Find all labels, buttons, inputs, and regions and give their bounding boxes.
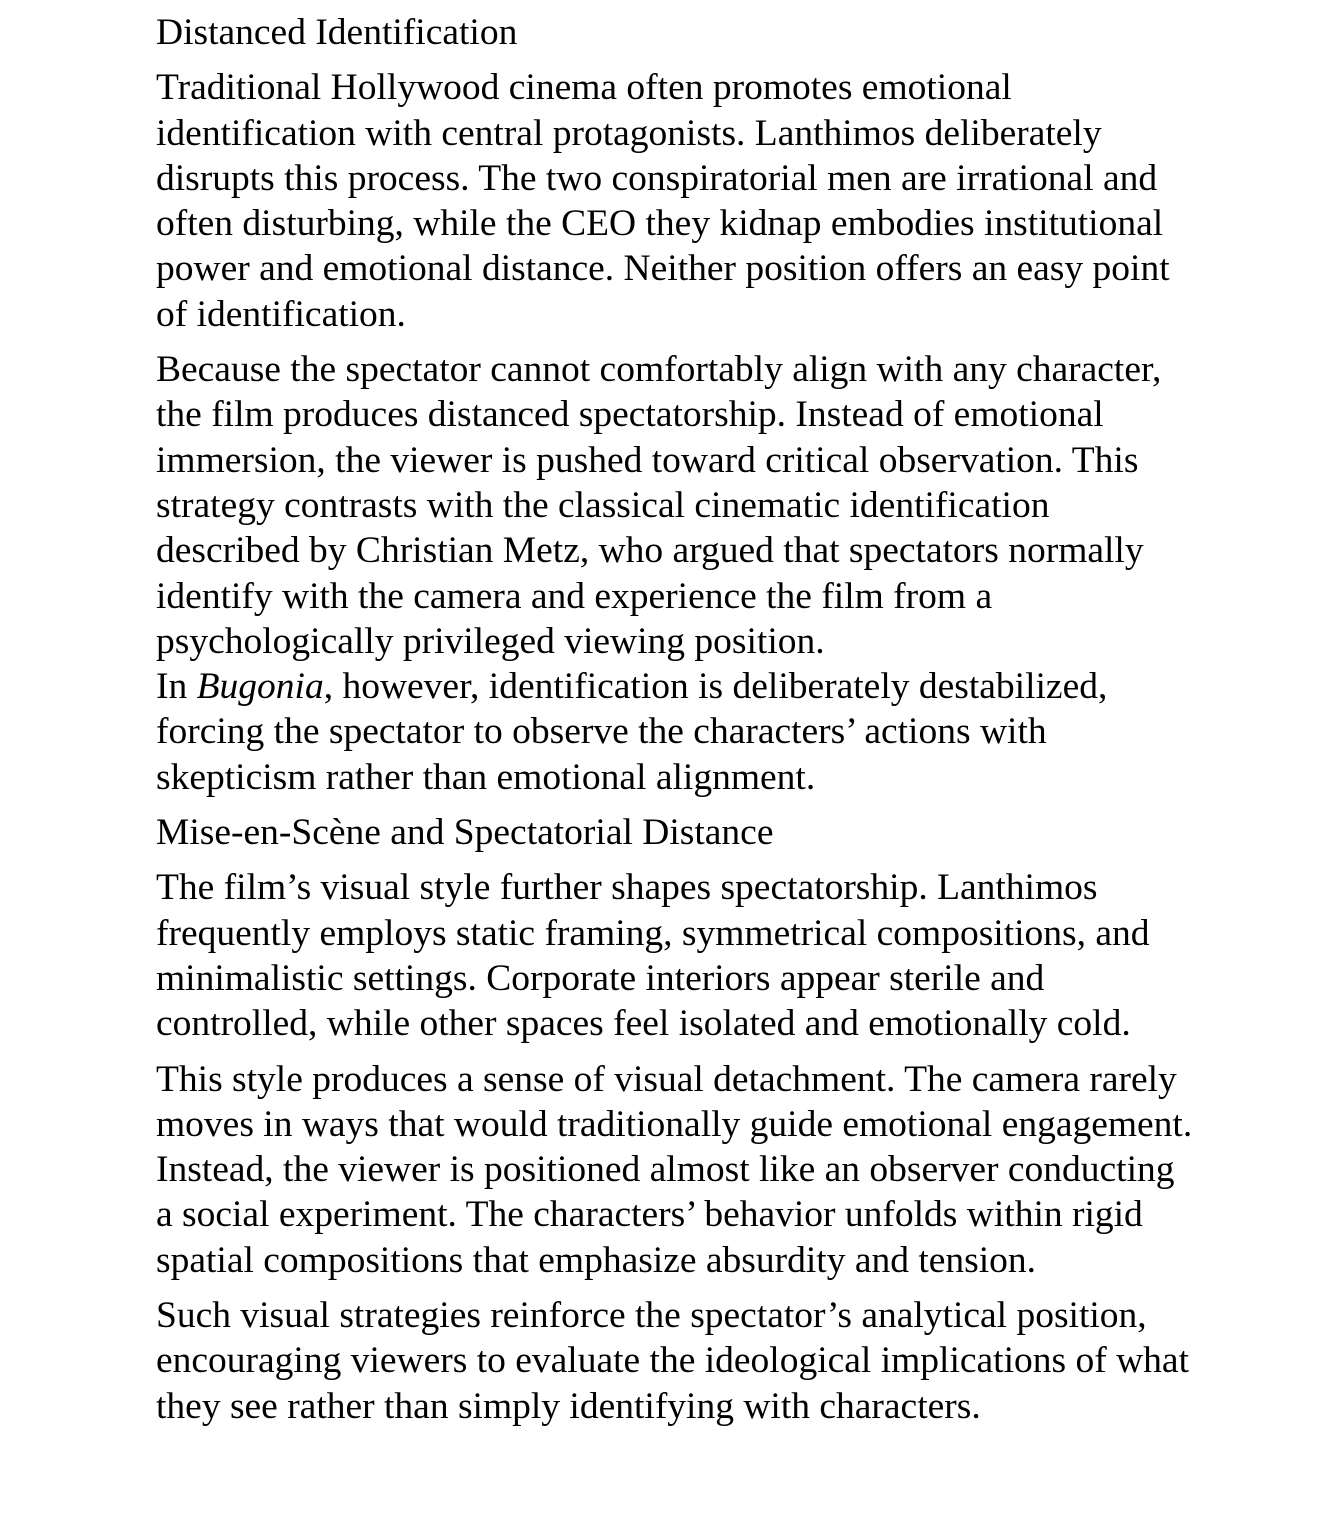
document-body xyxy=(156,10,1196,1429)
section-heading-mise-en-scene: Mise-en-Scène and Spectatorial Distance xyxy=(156,812,774,854)
paragraph: Because the spectator cannot comfortably align with any character, the film produces distanced spectatorship. Instead of emotional immersion, the viewer is pushed toward critical observation. This strategy contrasts with the classical cinematic identification described by Christian Metz, who argued that spectators normally identify with the camera and experience the film from a psychologically privileged viewing position. xyxy=(156,349,1162,662)
paragraph: Traditional Hollywood cinema often promotes emotional identification with central protagonists. Lanthimos deliberately disrupts this process. The two conspiratorial men are irrational and often disturbing, while the CEO they kidnap embodies institutional power and emotional distance. Neither position offers an easy point of identification. xyxy=(156,67,1170,335)
paragraph: The film’s visual style further shapes spectatorship. Lanthimos frequently employs static framing, symmetrical compositions, and minimalistic settings. Corporate interiors appear sterile and controlled, while other spaces feel isolated and emotionally cold. xyxy=(156,867,1150,1045)
paragraph: Such visual strategies reinforce the spectator’s analytical position, encouraging viewers to evaluate the ideological implications of what they see rather than simply identifying with characters. xyxy=(156,1295,1189,1427)
paragraph-suffix: , however, identification is deliberately destabilized, forcing the spectator to observe the characters’ actions with skepticism rather than emotional alignment. xyxy=(156,666,1108,798)
section-heading-distanced-identification: Distanced Identification xyxy=(156,12,518,53)
paragraph-prefix: In xyxy=(156,666,197,708)
paragraph-continuation xyxy=(156,664,1196,800)
film-title: Bugonia xyxy=(196,666,324,708)
paragraph: This style produces a sense of visual detachment. The camera rarely moves in ways that would traditionally guide emotional engagement. Instead, the viewer is positioned almost like an observer conducting a social experiment. The characters’ behavior unfolds within rigid spatial compositions that emphasize absurdity and tension. xyxy=(156,1058,1193,1281)
